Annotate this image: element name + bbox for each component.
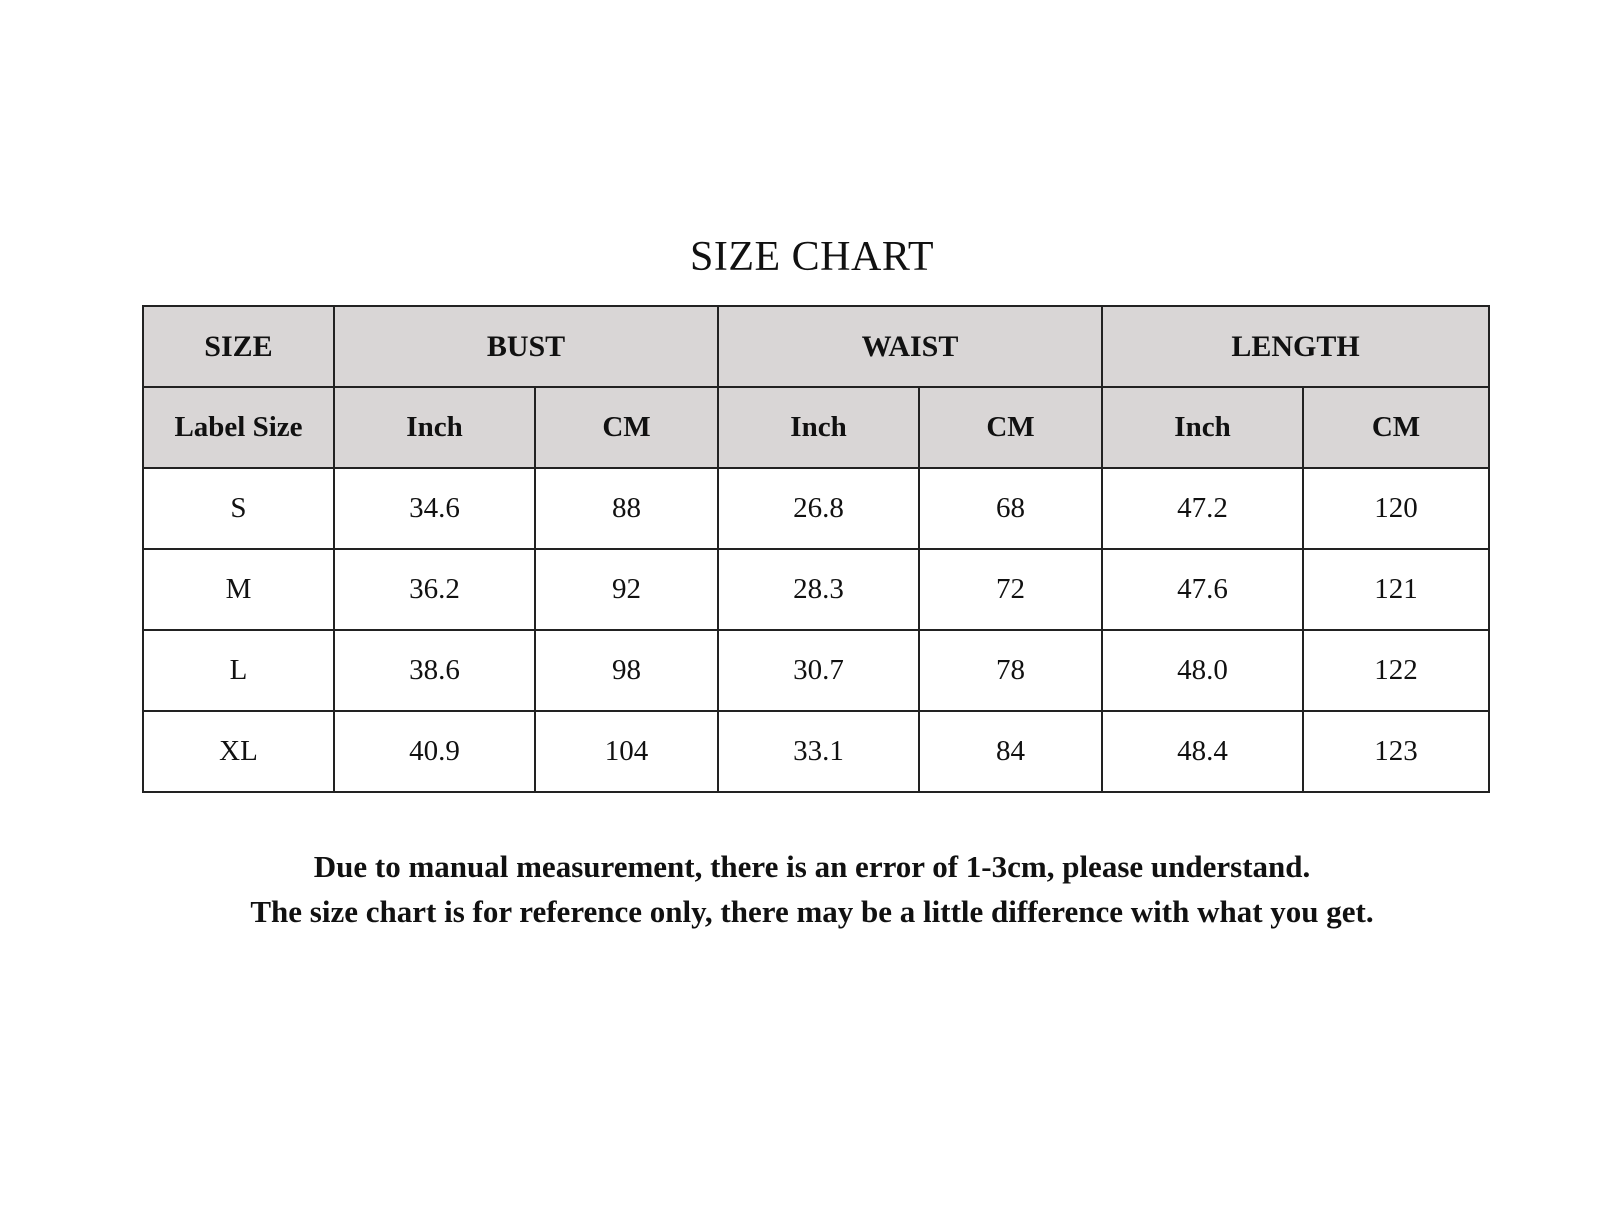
cell-size: S — [143, 468, 334, 549]
measurement-error-note: Due to manual measurement, there is an error of 1-3cm, please understand. — [313, 849, 1311, 884]
cell-waist-cm: 68 — [919, 468, 1102, 549]
cell-size: XL — [143, 711, 334, 792]
cell-length-inch: 47.6 — [1102, 549, 1303, 630]
cell-size: M — [143, 549, 334, 630]
cell-waist-cm: 78 — [919, 630, 1102, 711]
cell-length-cm: 122 — [1303, 630, 1489, 711]
subheader-length-cm: CM — [1303, 387, 1489, 468]
reference-disclaimer-note: The size chart is for reference only, there may be a little difference with what you get. — [250, 894, 1374, 929]
subheader-length-inch: Inch — [1102, 387, 1303, 468]
table-group-header-row — [143, 306, 1489, 387]
subheader-waist-cm: CM — [919, 387, 1102, 468]
cell-waist-inch: 33.1 — [718, 711, 919, 792]
cell-waist-inch: 28.3 — [718, 549, 919, 630]
subheader-label-size: Label Size — [143, 387, 334, 468]
cell-bust-cm: 104 — [535, 711, 718, 792]
subheader-bust-inch: Inch — [334, 387, 535, 468]
table-row — [143, 549, 1489, 630]
cell-bust-inch: 34.6 — [334, 468, 535, 549]
cell-length-inch: 47.2 — [1102, 468, 1303, 549]
cell-waist-cm: 84 — [919, 711, 1102, 792]
table-row — [143, 711, 1489, 792]
cell-size: L — [143, 630, 334, 711]
cell-length-cm: 120 — [1303, 468, 1489, 549]
cell-bust-inch: 36.2 — [334, 549, 535, 630]
cell-length-cm: 123 — [1303, 711, 1489, 792]
cell-waist-inch: 26.8 — [718, 468, 919, 549]
subheader-waist-inch: Inch — [718, 387, 919, 468]
table-subheader-row — [143, 387, 1489, 468]
table-row — [143, 630, 1489, 711]
table-row — [143, 468, 1489, 549]
cell-bust-inch: 40.9 — [334, 711, 535, 792]
subheader-bust-cm: CM — [535, 387, 718, 468]
size-chart-table — [142, 305, 1490, 793]
cell-waist-cm: 72 — [919, 549, 1102, 630]
cell-length-cm: 121 — [1303, 549, 1489, 630]
cell-length-inch: 48.4 — [1102, 711, 1303, 792]
header-bust: BUST — [334, 306, 718, 387]
header-waist: WAIST — [718, 306, 1102, 387]
cell-bust-inch: 38.6 — [334, 630, 535, 711]
cell-bust-cm: 98 — [535, 630, 718, 711]
cell-bust-cm: 92 — [535, 549, 718, 630]
header-length: LENGTH — [1102, 306, 1489, 387]
cell-waist-inch: 30.7 — [718, 630, 919, 711]
cell-length-inch: 48.0 — [1102, 630, 1303, 711]
page-title: SIZE CHART — [690, 234, 934, 280]
cell-bust-cm: 88 — [535, 468, 718, 549]
header-size: SIZE — [143, 306, 334, 387]
